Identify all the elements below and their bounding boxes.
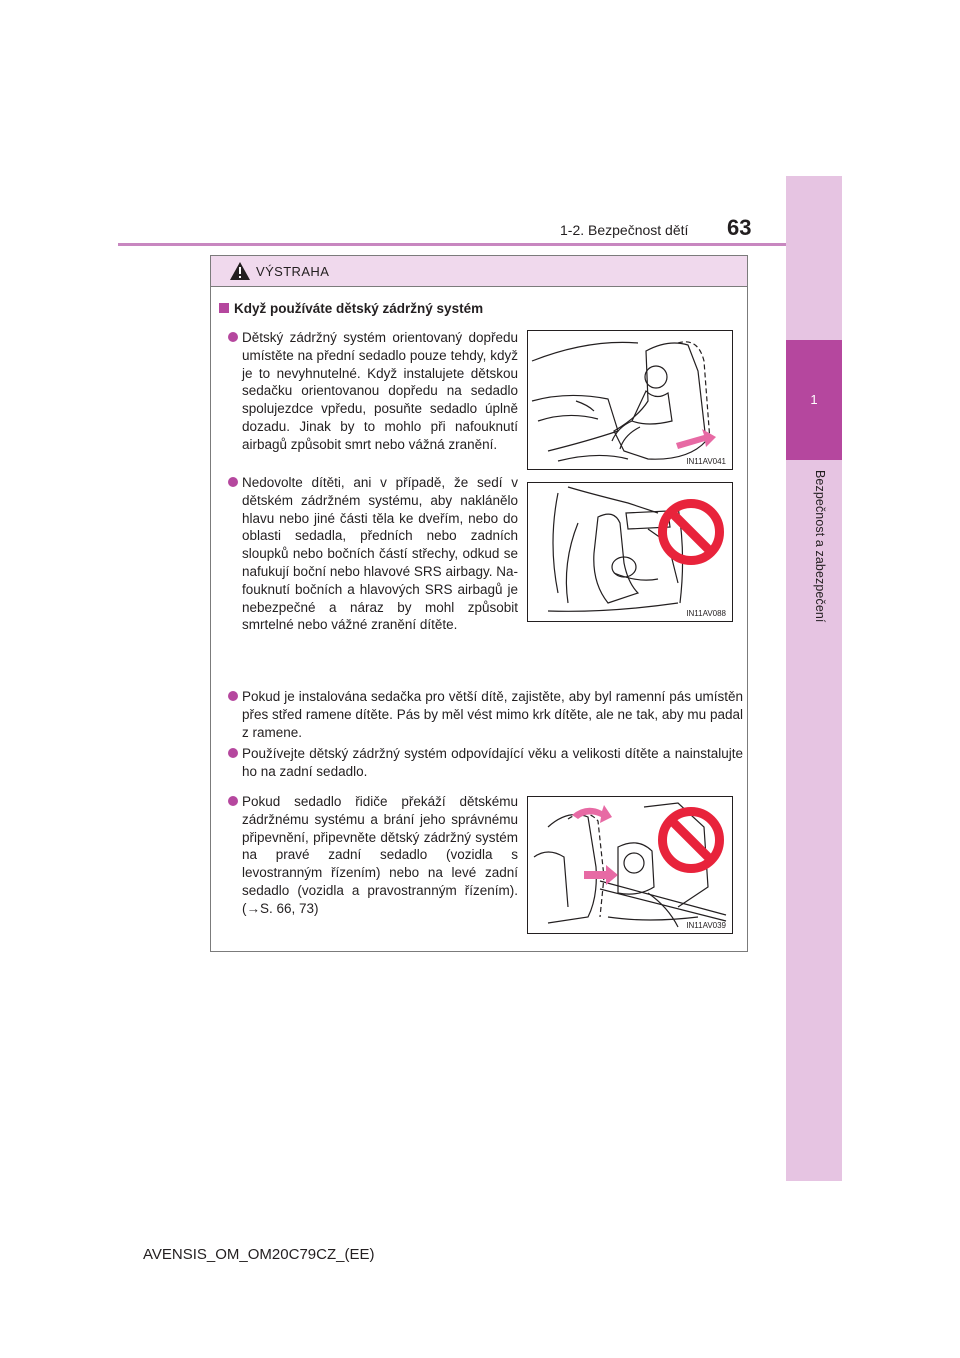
chapter-title: Bezpečnost a zabezpečení [813,470,827,623]
prohibited-icon [658,499,724,565]
figure-code: IN11AV088 [686,609,726,618]
bullet-dot-icon [228,691,238,701]
list-item [242,793,518,918]
list-item-text: Nedovolte dítěti, ani v případě, že sedí v dětském zádržném systému, aby naklánělo hlavu nebo jiné části těla ke dveřím, nebo do oblasti sedadla, předních nebo zadních sloupků nebo bočních částí střechy, odkud se nafukují boční nebo hlavové SRS airbagy. Nafouknutí bočních a hlavových SRS airbagů je nebezpečné a náraz by mohl způsobit smrtelné nebo vážné zranění dítěte. [242,475,518,633]
warning-heading-text: Když používáte dětský zádržný systém [234,301,484,316]
figure-code: IN11AV041 [686,457,726,466]
warning-heading [219,301,483,316]
bullet-dot-icon [228,477,238,487]
figure-front-seat-child [527,330,733,470]
warning-header [211,256,747,287]
chapter-number: 1 [810,392,818,407]
manual-code: AVENSIS_OM_OM20C79CZ_(EE) [143,1246,375,1263]
child-seat-front-illustration [528,331,732,469]
bullet-dot-icon [228,748,238,758]
warning-triangle-icon [229,261,251,281]
header-rule [118,243,786,246]
bullet-dot-icon [228,332,238,342]
square-bullet-icon [219,303,229,313]
bullet-dot-icon [228,796,238,806]
warning-label: VÝSTRAHA [256,264,330,279]
chapter-sidebar [786,176,842,1181]
list-item [242,745,743,781]
figure-driver-seat-obstruction [527,796,733,934]
list-item [242,329,518,454]
list-item-text: Používejte dětský zádržný systém odpovídající věku a velikosti dítěte a nainstalujte ho na zadní sedadlo. [242,746,743,779]
list-item-text: Dětský zádržný systém orientovaný dopředu umístěte na přední sedadlo pouze tehdy, když je to nevyhnutelné. Když instalujete dětskou sedačku orientovanou dopředu na sedadlo spolujezdce vpředu, posuňte sedadlo úplně dozadu. Jinak by to mohlo při nafouknutí airbagů způsobit smrt nebo vážná zranění. [242,330,518,452]
list-item-text: Pokud sedadlo řidiče překáží dětskému zádržnému systému a brání jeho správnému připevnění, připevněte dětský zádržný systém na pravé zadní sedadlo (vozidla s levostranným řízením) nebo na levé zadní sedadlo (vozidla a pravostranným řízením). (→S. 66, 73) [242,794,518,916]
list-item [242,688,743,741]
prohibited-icon [658,807,724,873]
list-item [242,474,518,634]
page-number: 63 [727,215,752,240]
list-item-text: Pokud je instalována sedačka pro větší dítě, zajistěte, aby byl ramenní pás umístěn přes střed ramene dítěte. Pás by měl vést mimo krk dítěte, ale ne tak, aby mu padal z ramene. [242,689,743,740]
figure-side-airbag [527,482,733,622]
warning-box [210,255,748,952]
figure-code: IN11AV039 [686,921,726,930]
section-title: 1-2. Bezpečnost dětí [560,222,689,238]
